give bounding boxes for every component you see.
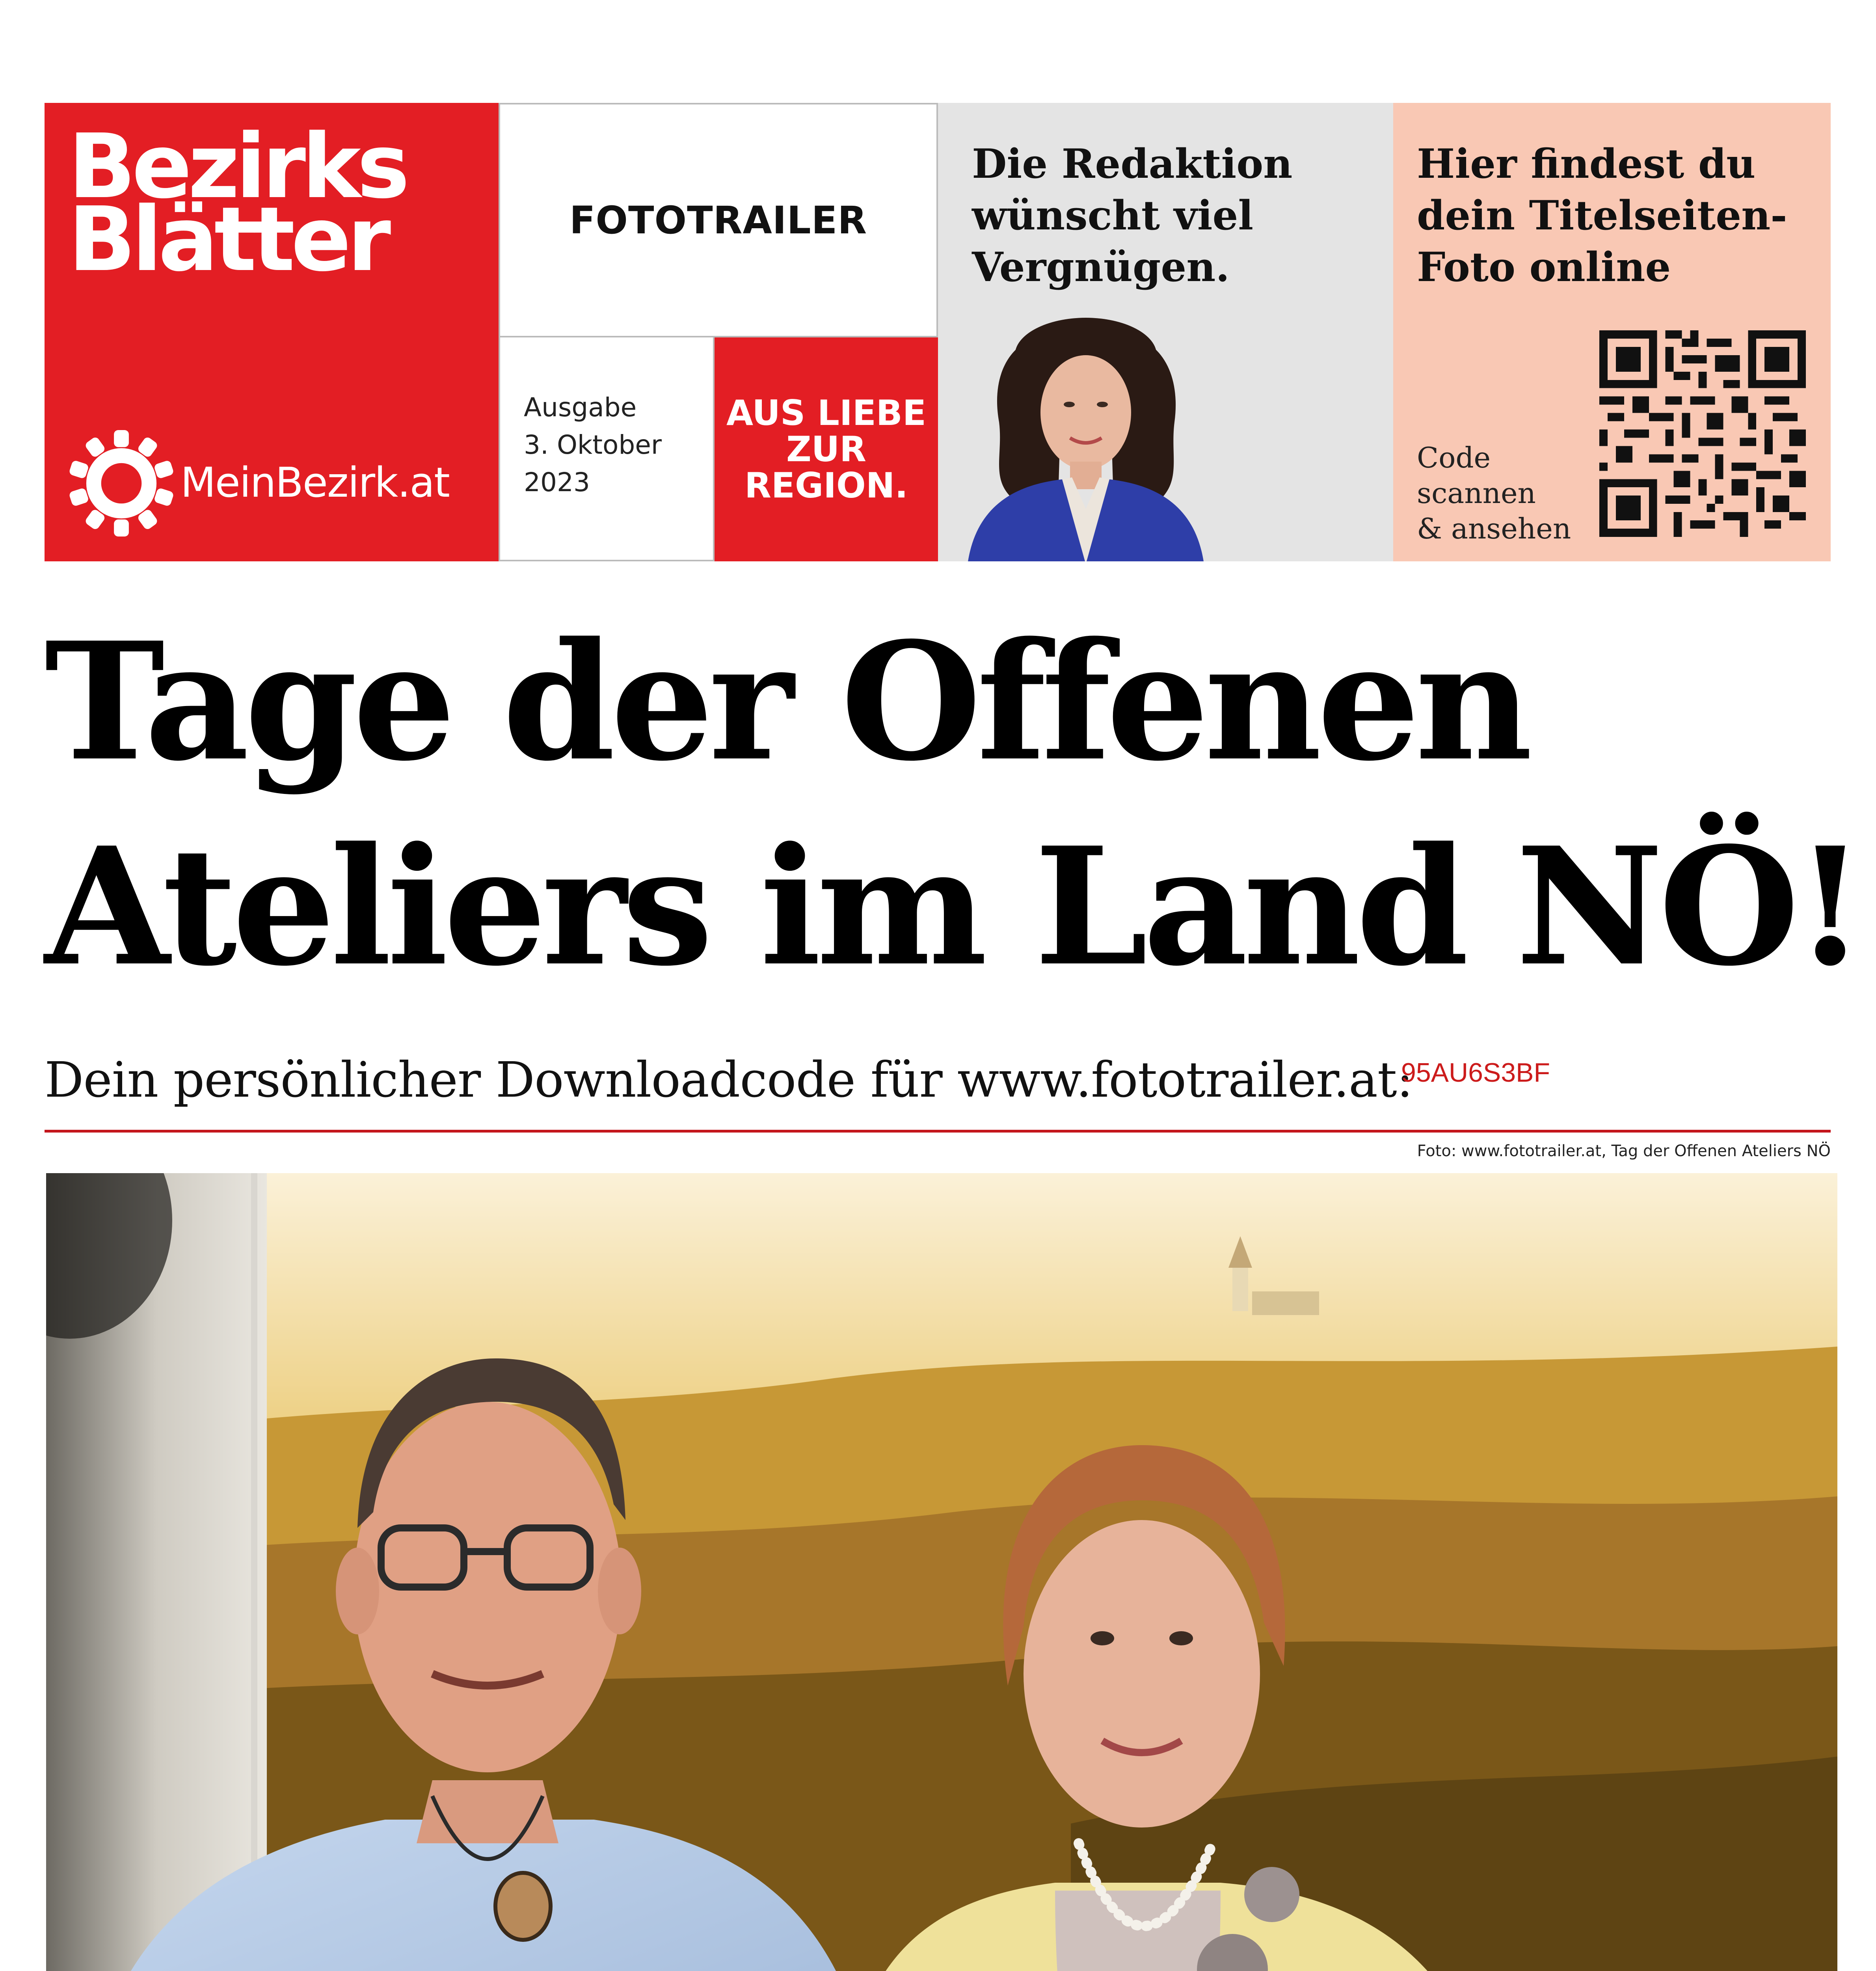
qr-code-icon[interactable] bbox=[1599, 330, 1806, 537]
site-name: MeinBezirk.at bbox=[181, 458, 449, 507]
editor-note: Die Redaktion wünscht viel Vergnügen. bbox=[972, 140, 1293, 291]
issue-date: 3. Oktober bbox=[524, 430, 662, 460]
headline-line-1: Tage der Offenen bbox=[45, 607, 1528, 797]
slogan-box bbox=[715, 337, 938, 561]
issue-info bbox=[499, 337, 715, 561]
editor-note-box bbox=[938, 103, 1393, 561]
main-photo bbox=[46, 1173, 1837, 1971]
qr-caption: Code scannen & ansehen bbox=[1417, 441, 1571, 545]
logo-wordmark: Bezirks Blätter bbox=[68, 115, 406, 291]
headline-line-2: Ateliers im Land NÖ! bbox=[45, 812, 1861, 1002]
issue-year: 2023 bbox=[524, 467, 590, 497]
bezirksblaetter-logo bbox=[45, 103, 499, 561]
online-note: Hier findest du dein Titelseiten- Foto online bbox=[1417, 140, 1787, 291]
sun-logo-icon bbox=[68, 430, 175, 537]
download-code: 95AU6S3BF bbox=[1401, 1058, 1550, 1088]
divider-rule bbox=[45, 1130, 1831, 1133]
headline bbox=[45, 599, 1861, 1009]
editor-portrait bbox=[944, 312, 1228, 561]
issue-label: Ausgabe bbox=[524, 392, 637, 423]
section-label: FOTOTRAILER bbox=[569, 198, 867, 242]
slogan-text: AUS LIEBE ZUR REGION. bbox=[726, 393, 926, 506]
download-label: Dein persönlicher Downloadcode für www.fototrailer.at: bbox=[45, 1052, 1413, 1108]
section-label-box bbox=[499, 103, 938, 337]
photo-credit: Foto: www.fototrailer.at, Tag der Offenen Ateliers NÖ bbox=[1417, 1142, 1831, 1160]
online-note-box bbox=[1393, 103, 1831, 561]
